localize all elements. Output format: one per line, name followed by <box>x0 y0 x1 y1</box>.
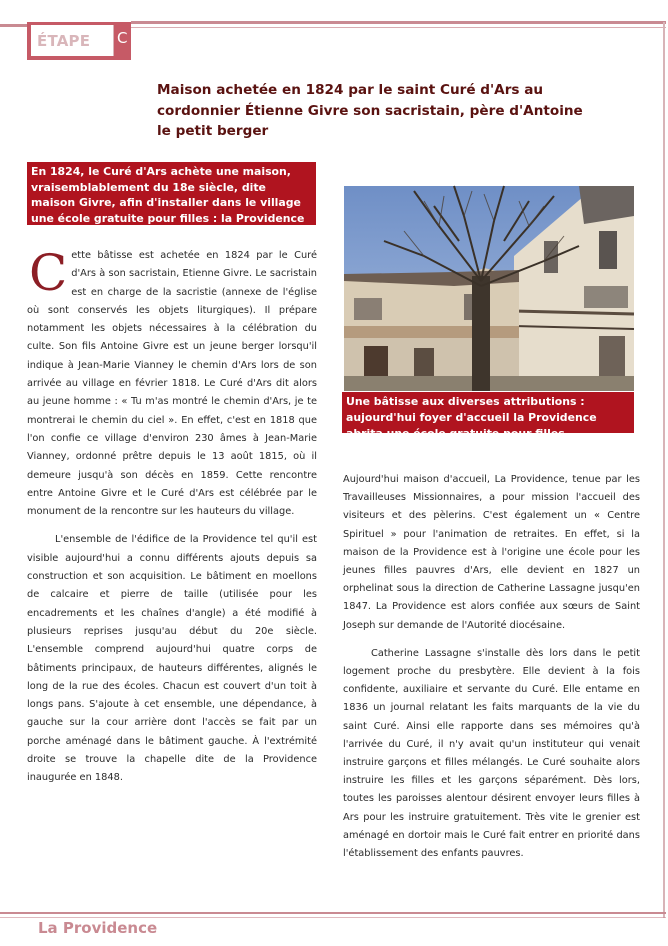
step-badge <box>27 22 131 60</box>
providence-photo <box>344 186 634 391</box>
left-paragraph-2: L'ensemble de l'édifice de la Providence tel qu'il est visible aujourd'hui a connu différents ajouts depuis sa construction et son acquisition. Le bâtiment en moellons de calcaire et pierre de taille (utilisée pour les encadrements et les chaînes d'angle) a été modifié à plusieurs reprises jusqu'au début du 20e siècle. L'ensemble comprend aujourd'hui quatre corps de bâtiments principaux, de hauteurs différentes, alignés le long de la rue des écoles. Chacun est couvert d'un toit à longs pans. S'ajoute à cet ensemble, une dépendance, à gauche sur la cour arrière dont l'accès se fait par un porche aménagé dans le bâtiment gauche. À l'extrémité droite se trouve la chapelle dite de la Providence inaugurée en 1848. <box>27 534 317 784</box>
page-frame-right <box>663 22 665 918</box>
top-rule <box>131 21 666 24</box>
left-paragraph-1 <box>27 244 317 521</box>
right-column <box>343 471 640 863</box>
photo-caption: Une bâtisse aux diverses attributions : aujourd'hui foyer d'accueil la Providence abrita une école gratuite pour filles <box>342 392 634 433</box>
bottom-rule <box>0 912 666 914</box>
top-rule-inner <box>131 27 666 28</box>
step-label: ÉTAPE <box>37 32 91 50</box>
step-letter: C <box>117 29 128 47</box>
left-column <box>27 244 317 788</box>
left-paragraph-1-text: ette bâtisse est achetée en 1824 par le Curé d'Ars à son sacristain, Etienne Givre. Le sacristain est en charge de la sacristie (annexe de l'église où sont conservés les objets liturgiques). Il prépare notamment les objets nécessaires à la célébration du culte. Son fils Antoine Givre est un jeune berger lorsqu'il indique à Jean-Marie Vianney le chemin d'Ars lors de son arrivée au village en février 1818. Le Curé d'Ars dit alors au jeune homme : « Tu m'as montré le chemin d'Ars, je te montrerai le chemin du ciel ». En effet, c'est en 1818 que l'on confie ce village d'environ 230 âmes à Jean-Marie Vianney, ordonné prêtre depuis le 13 août 1815, où il demeure jusqu'à son décès en 1859. Cette rencontre entre Antoine Givre et le Curé d'Ars est célébrée par le monument de la rencontre sur les hauteurs du village. <box>27 250 317 518</box>
top-rule-left <box>0 24 27 27</box>
bottom-rule-inner <box>0 917 666 918</box>
right-paragraph-2: Catherine Lassagne s'installe dès lors dans le petit logement proche du presbytère. Elle devient à la fois confidente, auxiliaire et servante du Curé. Elle entame en 1836 un journal relatant les faits marquants de la vie du saint Curé. Ainsi elle rapporte dans ses mémoires qu'à l'arrivée du Curé, il n'y avait qu'un instituteur qui venait instruire garçons et filles mélangés. Le Curé souhaite alors instruire les filles et les garçons séparément. Dès lors, toutes les paroisses alentour désirent envoyer leurs filles à Ars pour les instruire gratuitement. Très vite le grenier est aménagé en dortoir mais le Curé fait entrer en priorité dans l'établissement des enfants pauvres. <box>343 647 640 860</box>
intro-box: En 1824, le Curé d'Ars achète une maison, vraisemblablement du 18e siècle, dite maison Givre, afin d'installer dans le village une école gratuite pour filles : la Providence <box>27 162 316 225</box>
providence-building-illustration <box>344 186 634 391</box>
footer-title: La Providence <box>38 919 158 937</box>
dropcap: C <box>29 244 68 302</box>
right-paragraph-1: Aujourd'hui maison d'accueil, La Providence, tenue par les Travailleuses Missionnaires, a pour mission l'accueil des visiteurs et des pèlerins. C'est également un « Centre Spirituel » pour l'animation de retraites. En effet, si la maison de la Providence est à l'origine une école pour les jeunes filles pauvres d'Ars, elle devient en 1827 un orphelinat sous la direction de Catherine Lassagne jusqu'en 1847. La Providence est alors confiée aux sœurs de Saint Joseph sur demande de l'Autorité diocésaine. <box>343 474 640 631</box>
step-badge-inner <box>31 25 114 56</box>
page-title: Maison achetée en 1824 par le saint Curé d'Ars au cordonnier Étienne Givre son sacristain, père d'Antoine le petit berger <box>157 82 583 139</box>
